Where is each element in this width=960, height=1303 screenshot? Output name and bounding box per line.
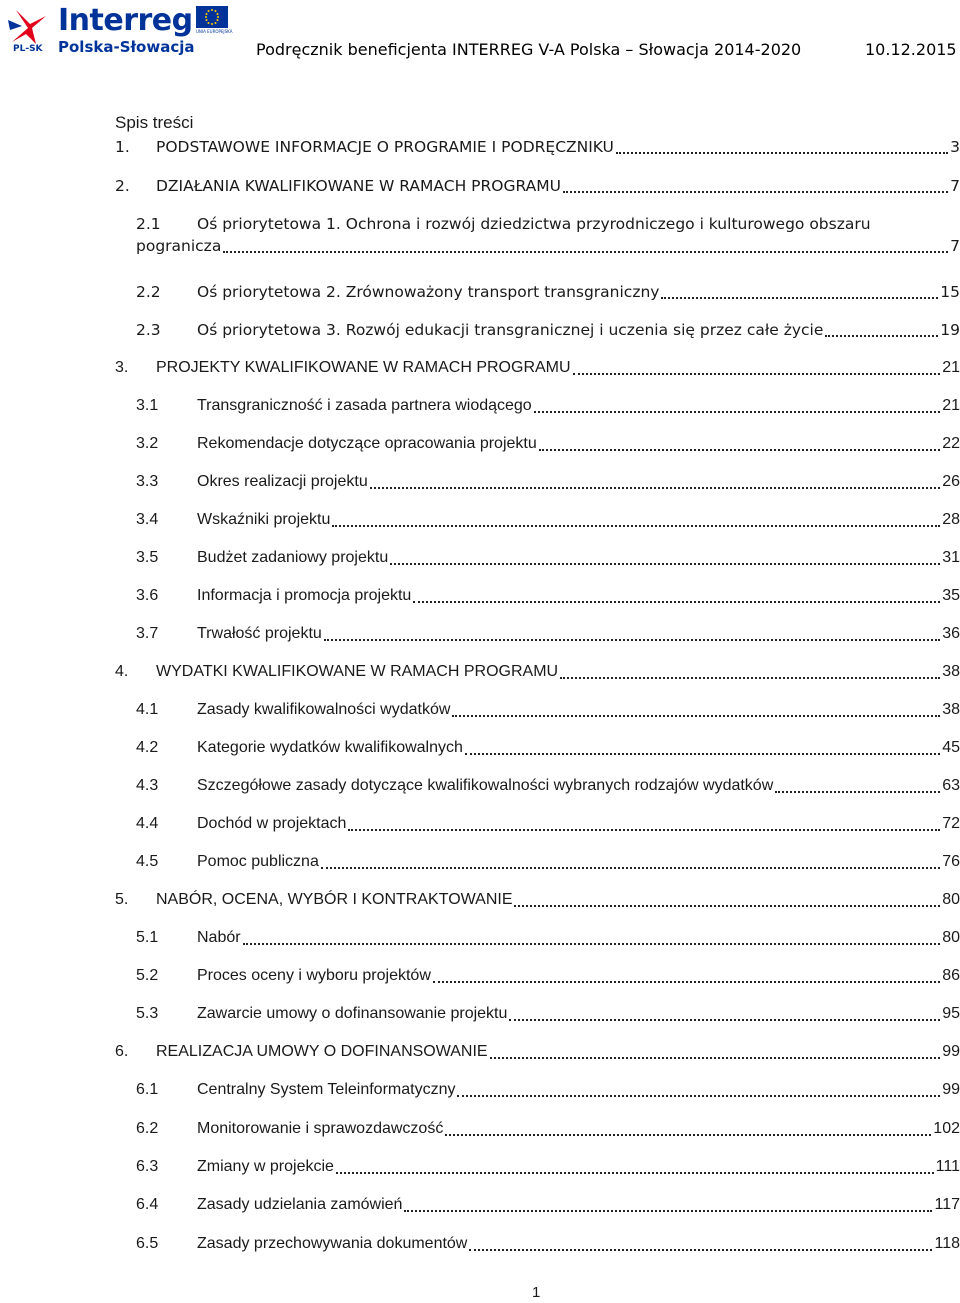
toc-entry-title: Proces oceny i wyboru projektów <box>197 967 431 984</box>
toc-entry-line <box>197 775 960 797</box>
toc-entry-title: Zasady kwalifikowalności wydatków <box>197 701 451 718</box>
toc-entry-number: 6.2 <box>136 1120 159 1137</box>
dot-leader <box>457 1079 940 1097</box>
toc-entry[interactable] <box>136 1233 960 1255</box>
toc-entry[interactable] <box>136 585 960 607</box>
toc-entry-number: 3.7 <box>136 625 159 642</box>
toc-entry-title: Budżet zadaniowy projektu <box>197 549 389 566</box>
toc-entry[interactable] <box>136 623 960 645</box>
toc-entry-page: 15 <box>940 283 960 301</box>
toc-entry-title: Oś priorytetowa 1. Ochrona i rozwój dziedzictwa przyrodniczego i kulturowego obszaru <box>197 215 871 233</box>
toc-entry[interactable] <box>136 1194 960 1216</box>
toc-entry-title: Zasady udzielania zamówień <box>197 1196 403 1213</box>
toc-entry[interactable] <box>136 509 960 531</box>
toc-entry-line <box>197 737 960 759</box>
toc-entry-title: Trwałość projektu <box>197 625 322 642</box>
toc-entry-title: Centralny System Teleinformatyczny <box>197 1081 456 1098</box>
toc-entry-line <box>197 547 960 569</box>
dot-leader <box>469 1233 932 1251</box>
toc-entry[interactable] <box>136 281 960 303</box>
toc-entry-line <box>156 136 960 158</box>
dot-leader <box>534 395 941 413</box>
toc-entry-title: Monitorowanie i sprawozdawczość <box>197 1120 444 1137</box>
toc-entry-page: 76 <box>942 853 960 870</box>
toc-entry-line <box>156 1041 960 1063</box>
dot-leader <box>825 319 938 337</box>
toc-entry[interactable] <box>136 927 960 949</box>
toc-entry-page: 99 <box>942 1081 960 1098</box>
toc-entry-title: pogranicza <box>136 237 222 255</box>
toc-entry-number: 3. <box>115 359 129 376</box>
toc-entry[interactable] <box>115 661 960 683</box>
toc-entry-number: 3.4 <box>136 511 159 528</box>
toc-entry-line <box>197 1118 960 1140</box>
toc-entry-page: 22 <box>942 435 960 452</box>
toc-entry-line <box>197 319 960 341</box>
dot-leader <box>390 547 940 565</box>
toc-entry-title: Pomoc publiczna <box>197 853 319 870</box>
toc-entry-line <box>197 281 960 303</box>
toc-entry-line <box>156 661 960 683</box>
toc-entry-number: 6.3 <box>136 1158 159 1175</box>
dot-leader <box>223 235 948 253</box>
toc-entry-title: PROJEKTY KWALIFIKOWANE W RAMACH PROGRAMU <box>156 359 571 376</box>
toc-entry-number: 2.2 <box>136 283 161 301</box>
dot-leader <box>433 965 940 983</box>
toc-entry-page: 95 <box>942 1005 960 1022</box>
toc-entry-number: 2.1 <box>136 215 161 233</box>
toc-entry-page: 26 <box>942 473 960 490</box>
toc-entry-page: 36 <box>942 625 960 642</box>
toc-entry[interactable] <box>136 1118 960 1140</box>
toc-entry-number: 3.2 <box>136 435 159 452</box>
toc-entry-page: 63 <box>942 777 960 794</box>
toc-entry-title: WYDATKI KWALIFIKOWANE W RAMACH PROGRAMU <box>156 663 559 680</box>
dot-leader <box>243 927 941 945</box>
toc-entry[interactable] <box>136 433 960 455</box>
toc-entry-line <box>197 585 960 607</box>
toc-entry[interactable] <box>115 357 960 379</box>
toc-entry-page: 102 <box>933 1120 960 1137</box>
dot-leader <box>661 281 938 299</box>
toc-entry[interactable] <box>136 699 960 721</box>
toc-entry-page: 99 <box>942 1043 960 1060</box>
toc-entry-title: Oś priorytetowa 2. Zrównoważony transport transgraniczny <box>197 283 660 301</box>
toc-entry-page: 38 <box>942 701 960 718</box>
toc-entry-line <box>197 965 960 987</box>
toc-entry-number: 6. <box>115 1043 129 1060</box>
toc-entry-number: 5.3 <box>136 1005 159 1022</box>
toc-entry-line <box>197 1194 960 1216</box>
toc-entry[interactable] <box>136 775 960 797</box>
toc-entry-number: 3.5 <box>136 549 159 566</box>
toc-entry-page: 38 <box>942 663 960 680</box>
toc-entry-number: 1. <box>115 138 130 156</box>
toc-entry-page: 72 <box>942 815 960 832</box>
dot-leader <box>563 175 948 193</box>
toc-entry-page: 31 <box>942 549 960 566</box>
toc-entry[interactable] <box>115 136 960 158</box>
toc-entry-line <box>197 927 960 949</box>
dot-leader <box>324 623 940 641</box>
toc-entry[interactable] <box>136 813 960 835</box>
toc-entry-title: Zmiany w projekcie <box>197 1158 334 1175</box>
header-title: Podręcznik beneficjenta INTERREG V-A Polska – Słowacja 2014-2020 <box>256 40 802 59</box>
toc-entry-number: 4.4 <box>136 815 159 832</box>
dot-leader <box>539 433 940 451</box>
toc-entry-title: Oś priorytetowa 3. Rozwój edukacji transgranicznej i uczenia się przez całe życie <box>197 321 824 339</box>
logo-code: PL-SK <box>13 44 43 54</box>
logo-name: Interreg <box>58 3 193 38</box>
dot-leader <box>321 851 940 869</box>
logo-subtitle: Polska-Słowacja <box>58 38 195 56</box>
toc-entry-number: 4. <box>115 663 129 680</box>
toc-entry-title: Dochód w projektach <box>197 815 347 832</box>
toc-entry-continuation <box>136 235 960 257</box>
toc-entry-number: 3.1 <box>136 397 159 414</box>
toc-entry-page: 111 <box>935 1158 960 1175</box>
eu-flag-icon <box>196 6 228 28</box>
toc-entry[interactable] <box>136 1079 960 1101</box>
toc-entry-number: 4.5 <box>136 853 159 870</box>
toc-entry-page: 117 <box>934 1196 960 1213</box>
toc-entry-title: PODSTAWOWE INFORMACJE O PROGRAMIE I PODRĘCZNIKU <box>156 138 614 156</box>
toc-entry-page: 3 <box>950 138 960 156</box>
toc-entry-line <box>156 357 960 379</box>
toc-entry[interactable] <box>136 851 960 873</box>
toc-entry-page: 86 <box>942 967 960 984</box>
dot-leader <box>336 1156 934 1174</box>
toc-entry-title: Szczegółowe zasady dotyczące kwalifikowalności wybranych rodzajów wydatków <box>197 777 774 794</box>
dot-leader <box>490 1041 941 1059</box>
toc-entry-page: 7 <box>950 237 960 255</box>
dot-leader <box>573 357 941 375</box>
toc-entry-page: 45 <box>942 739 960 756</box>
toc-entry[interactable] <box>115 1041 960 1063</box>
toc-entry-number: 4.3 <box>136 777 159 794</box>
toc-entry[interactable] <box>136 319 960 341</box>
toc-entry-number: 6.4 <box>136 1196 159 1213</box>
toc-entry-number: 2.3 <box>136 321 161 339</box>
toc-entry-line <box>197 509 960 531</box>
toc-entry[interactable] <box>136 1003 960 1025</box>
toc-entry-page: 35 <box>942 587 960 604</box>
toc-entry-title: Okres realizacji projektu <box>197 473 368 490</box>
toc-entry-page: 7 <box>950 177 960 195</box>
toc-entry-page: 118 <box>934 1235 960 1252</box>
dot-leader <box>560 661 940 679</box>
toc-entry-line <box>156 889 960 911</box>
dot-leader <box>616 136 948 154</box>
toc-entry-title: DZIAŁANIA KWALIFIKOWANE W RAMACH PROGRAMU <box>156 177 561 195</box>
toc-entry-number: 3.6 <box>136 587 159 604</box>
toc-entry-page: 28 <box>942 511 960 528</box>
toc-entry[interactable] <box>136 395 960 417</box>
toc-entry-number: 5. <box>115 891 129 908</box>
toc-entry[interactable] <box>115 175 960 197</box>
toc-entry-page: 19 <box>940 321 960 339</box>
toc-entry-title: Rekomendacje dotyczące opracowania projektu <box>197 435 537 452</box>
toc-heading: Spis treści <box>115 113 194 132</box>
dot-leader <box>370 471 940 489</box>
dot-leader <box>452 699 940 717</box>
toc-entry-title: REALIZACJA UMOWY O DOFINANSOWANIE <box>156 1043 488 1060</box>
dot-leader <box>445 1118 931 1136</box>
toc-entry-line <box>197 1156 960 1178</box>
toc-entry-line <box>156 175 960 197</box>
dot-leader <box>348 813 940 831</box>
dot-leader <box>413 585 940 603</box>
toc-entry-number: 5.1 <box>136 929 159 946</box>
toc-entry-page: 21 <box>942 359 960 376</box>
toc-entry-title: Informacja i promocja projektu <box>197 587 412 604</box>
page-number: 1 <box>532 1284 541 1301</box>
toc-entry[interactable] <box>136 965 960 987</box>
toc-entry-title: Transgraniczność i zasada partnera wiodącego <box>197 397 532 414</box>
toc-entry-line <box>197 1233 960 1255</box>
toc-entry-line <box>197 851 960 873</box>
toc-entry-title: Zawarcie umowy o dofinansowanie projektu <box>197 1005 508 1022</box>
toc-entry-page: 21 <box>942 397 960 414</box>
dot-leader <box>404 1194 932 1212</box>
toc-entry-line <box>197 1079 960 1101</box>
dot-leader <box>332 509 940 527</box>
dot-leader <box>775 775 940 793</box>
toc-entry-number: 2. <box>115 177 130 195</box>
toc-entry-title: Nabór <box>197 929 241 946</box>
toc-entry-page: 80 <box>942 929 960 946</box>
toc-entry-title: Wskaźniki projektu <box>197 511 331 528</box>
toc-entry[interactable] <box>115 889 960 911</box>
toc-entry-page: 80 <box>942 891 960 908</box>
toc-entry-line <box>197 395 960 417</box>
toc-entry-number: 6.1 <box>136 1081 159 1098</box>
toc-entry-title: Zasady przechowywania dokumentów <box>197 1235 468 1252</box>
eu-caption: UNIA EUROPEJSKA <box>196 29 233 34</box>
toc-entry-title: Kategorie wydatków kwalifikowalnych <box>197 739 463 756</box>
toc-entry[interactable] <box>136 213 960 257</box>
toc-entry[interactable] <box>136 547 960 569</box>
dot-leader <box>509 1003 940 1021</box>
header-date: 10.12.2015 <box>865 40 957 59</box>
logo-star-icon <box>6 8 52 46</box>
toc-entry-line <box>197 699 960 721</box>
toc-entry-number: 5.2 <box>136 967 159 984</box>
toc-entry-number: 6.5 <box>136 1235 159 1252</box>
toc-entry[interactable] <box>136 737 960 759</box>
toc-entry-number: 3.3 <box>136 473 159 490</box>
toc-entry-line <box>197 623 960 645</box>
toc-entry-line <box>197 813 960 835</box>
toc-entry-title: NABÓR, OCENA, WYBÓR I KONTRAKTOWANIE <box>156 891 513 908</box>
toc-entry-line <box>197 433 960 455</box>
toc-entry[interactable] <box>136 1156 960 1178</box>
toc-entry-line <box>197 1003 960 1025</box>
dot-leader <box>465 737 940 755</box>
toc-entry[interactable] <box>136 471 960 493</box>
dot-leader <box>514 889 940 907</box>
toc-entry-line <box>197 471 960 493</box>
toc-entry-number: 4.1 <box>136 701 159 718</box>
toc-entry-number: 4.2 <box>136 739 159 756</box>
